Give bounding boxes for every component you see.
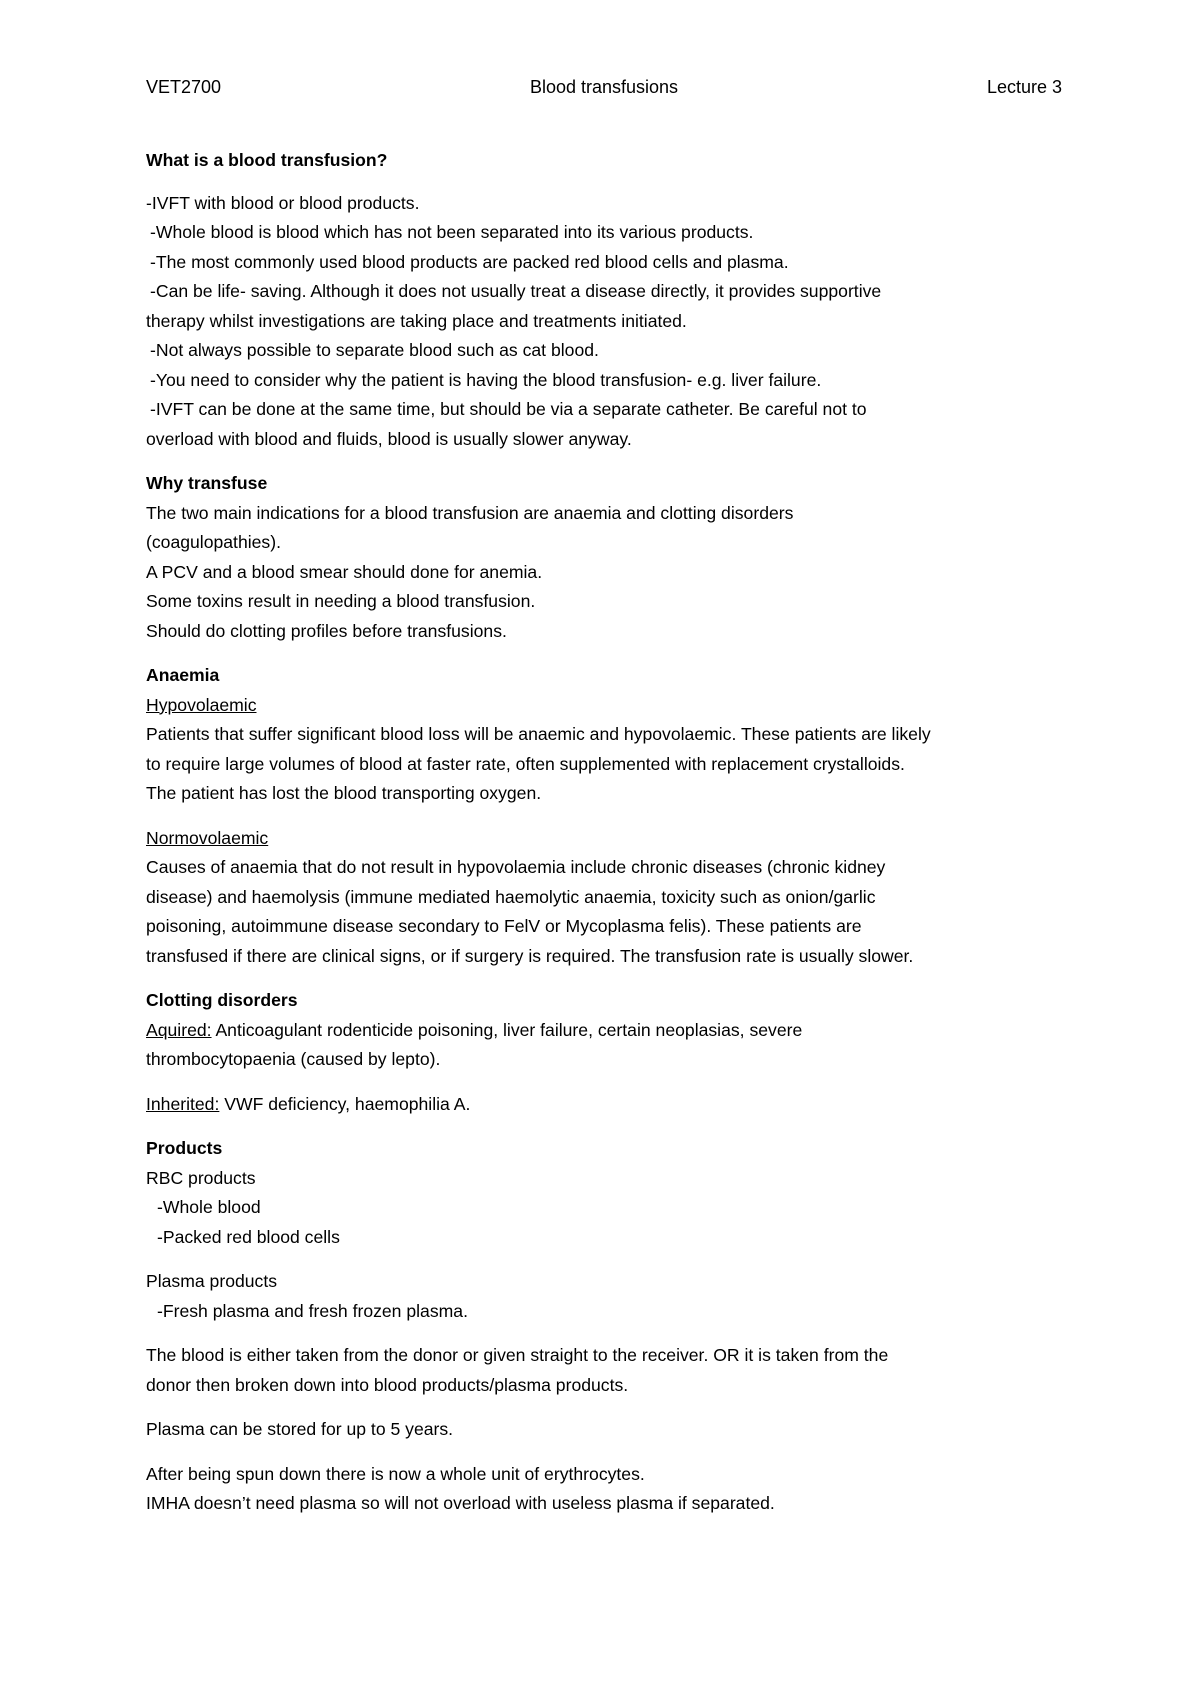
section-inherited (146, 1090, 1066, 1120)
section-plasma-products (146, 1267, 1066, 1326)
list-item: -Packed red blood cells (157, 1226, 340, 1247)
plasma-products-label: Plasma products (146, 1271, 278, 1291)
body-line: disease) and haemolysis (immune mediated haemolytic anaemia, toxicity such as onion/garlic (146, 886, 876, 907)
body-line: donor then broken down into blood products/plasma products. (146, 1374, 629, 1395)
body-line: -IVFT can be done at the same time, but should be via a separate catheter. Be careful not to (150, 399, 867, 419)
body-line: therapy whilst investigations are taking place and treatments initiated. (146, 310, 687, 331)
body-line: transfused if there are clinical signs, or if surgery is required. The transfusion rate is usually slower. (146, 945, 914, 966)
body-line (146, 1090, 1066, 1120)
section-products (146, 1134, 1066, 1252)
body-line: (coagulopathies). (146, 532, 281, 552)
body-line: Some toxins result in needing a blood transfusion. (146, 591, 536, 611)
body-line: to require large volumes of blood at faster rate, often supplemented with replacement crystalloids. (146, 753, 905, 774)
body-line: The blood is either taken from the donor or given straight to the receiver. OR it is taken from the (146, 1345, 889, 1365)
body-line: -Can be life- saving. Although it does not usually treat a disease directly, it provides supportive (150, 281, 882, 301)
page-header (146, 74, 1062, 100)
body-line (146, 1016, 1066, 1046)
section-anaemia (146, 661, 1066, 809)
rbc-products-label: RBC products (146, 1167, 256, 1188)
paragraph-donor (146, 1341, 1066, 1400)
body-line: The patient has lost the blood transporting oxygen. (146, 783, 542, 803)
section-clotting-disorders (146, 986, 1066, 1075)
section-heading: Anaemia (146, 665, 220, 685)
list-item: -Whole blood (157, 1197, 261, 1217)
paragraph-plasma-storage (146, 1415, 1066, 1445)
document-body (146, 146, 1066, 1519)
section-heading: What is a blood transfusion? (146, 150, 388, 170)
body-line: poisoning, autoimmune disease secondary to FelV or Mycoplasma felis). These patients are (146, 916, 862, 936)
body-line: IMHA doesn’t need plasma so will not overload with useless plasma if separated. (146, 1493, 775, 1513)
body-line: After being spun down there is now a whole unit of erythrocytes. (146, 1463, 645, 1484)
body-line: Should do clotting profiles before transfusions. (146, 620, 507, 641)
section-heading: Products (146, 1138, 223, 1158)
lecture-number: Lecture 3 (986, 77, 1062, 97)
body-line: -Not always possible to separate blood such as cat blood. (150, 340, 599, 360)
acquired-text: Anticoagulant rodenticide poisoning, liver failure, certain neoplasias, severe (211, 1019, 803, 1040)
paragraph-erythrocytes (146, 1460, 1066, 1519)
inherited-text: VWF deficiency, haemophilia A. (219, 1093, 471, 1114)
section-why-transfuse (146, 469, 1066, 646)
acquired-label: Aquired: (146, 1019, 212, 1040)
body-line: -Whole blood is blood which has not been separated into its various products. (150, 222, 754, 242)
body-line: The two main indications for a blood transfusion are anaemia and clotting disorders (146, 502, 794, 523)
inherited-label: Inherited: (146, 1093, 220, 1114)
body-line: -The most commonly used blood products are packed red blood cells and plasma. (150, 251, 789, 272)
course-code: VET2700 (146, 77, 222, 97)
subheading-normovolaemic: Normovolaemic (146, 827, 269, 848)
body-line: overload with blood and fluids, blood is usually slower anyway. (146, 428, 632, 449)
subheading-hypovolaemic: Hypovolaemic (146, 694, 257, 715)
body-line: Plasma can be stored for up to 5 years. (146, 1419, 454, 1439)
body-line: Causes of anaemia that do not result in hypovolaemia include chronic diseases (chronic kidney (146, 857, 886, 877)
body-line: thrombocytopaenia (caused by lepto). (146, 1049, 441, 1069)
body-line: Patients that suffer significant blood loss will be anaemic and hypovolaemic. These patients are likely (146, 724, 931, 744)
section-what-is-transfusion (146, 146, 1066, 454)
section-heading: Why transfuse (146, 473, 268, 493)
body-line: -IVFT with blood or blood products. (146, 192, 420, 213)
section-normovolaemic (146, 824, 1066, 972)
list-item: -Fresh plasma and fresh frozen plasma. (157, 1300, 468, 1321)
document-title: Blood transfusions (529, 77, 679, 97)
body-line: -You need to consider why the patient is having the blood transfusion- e.g. liver failure. (150, 369, 822, 390)
section-heading: Clotting disorders (146, 990, 298, 1010)
body-line: A PCV and a blood smear should done for anemia. (146, 561, 543, 582)
